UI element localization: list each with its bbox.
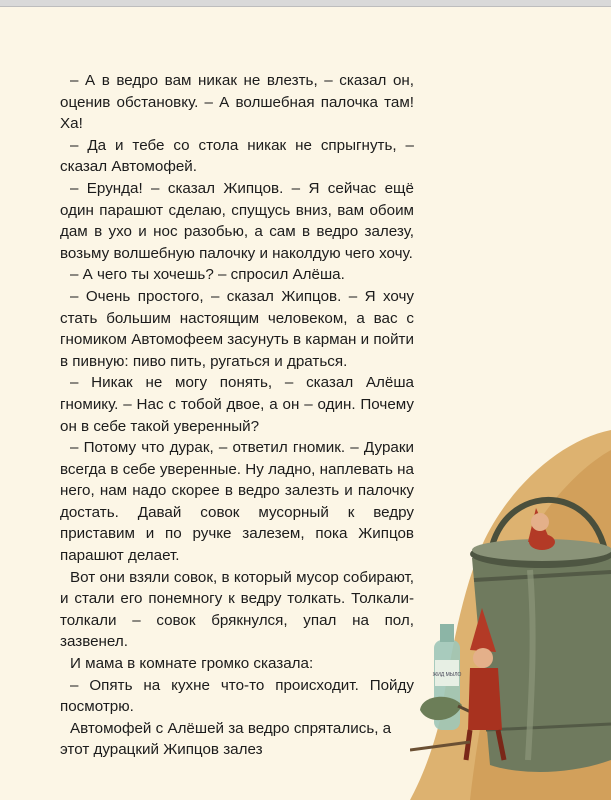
paragraph: – Да и тебе со стола никак не спрыгнуть, – сказал Автомофей.	[60, 136, 414, 176]
paragraph: – Очень простого, – сказал Жипцов. – Я хочу стать большим настоящим человеком, а вас с гномиком Автомофеем засунуть в карман и пойти в пивную: пиво пить, ругаться и драться.	[60, 287, 414, 370]
paragraph: – А в ведро вам никак не влезть, – сказал он, оценив обстановку. – А волшебная палочка там! Ха!	[60, 72, 414, 133]
paragraph: – Ерунда! – сказал Жипцов. – Я сейчас ещё один парашют сделаю, спущусь вниз, вам обоим дам в ухо и нос разобью, а сам в ведро залезу, возьму волшебную палочку и наколдую чего хочу.	[60, 179, 414, 262]
paragraph: Вот они взяли совок, в который мусор собирают, и стали его понемногу к ведру толкать. Толкали-толкали – совок брякнулся, упал на пол, зазвенел.	[60, 568, 414, 651]
paragraph: И мама в комнате громко сказала:	[70, 655, 314, 673]
paragraph: Автомофей с Алёшей за ведро спрятались, а этот дурацкий Жипцов залез	[60, 719, 392, 759]
story-text	[60, 70, 414, 761]
bucket-illustration	[410, 430, 611, 800]
paragraph: – А чего ты хочешь? – спросил Алёша.	[70, 266, 345, 284]
paragraph: – Потому что дурак, – ответил гномик. – Дураки всегда в себе уверенные. Ну ладно, наплевать на него, нам надо скорее в ведро залезть и палочку достать. Давай совок мусорный к ведру приставим и по ручке залезем, пока Жипцов парашют делает.	[60, 439, 414, 565]
bottle-label: ЖИД МЫЛО	[432, 672, 462, 678]
paragraph: – Опять на кухне что-то происходит. Пойду посмотрю.	[60, 676, 414, 716]
bucket	[472, 548, 611, 772]
viewer-top-bar	[0, 0, 611, 7]
paragraph: – Никак не могу понять, – сказал Алёша гномику. – Нас с тобой двое, а он – один. Почему он в себе такой уверенный?	[60, 374, 414, 435]
